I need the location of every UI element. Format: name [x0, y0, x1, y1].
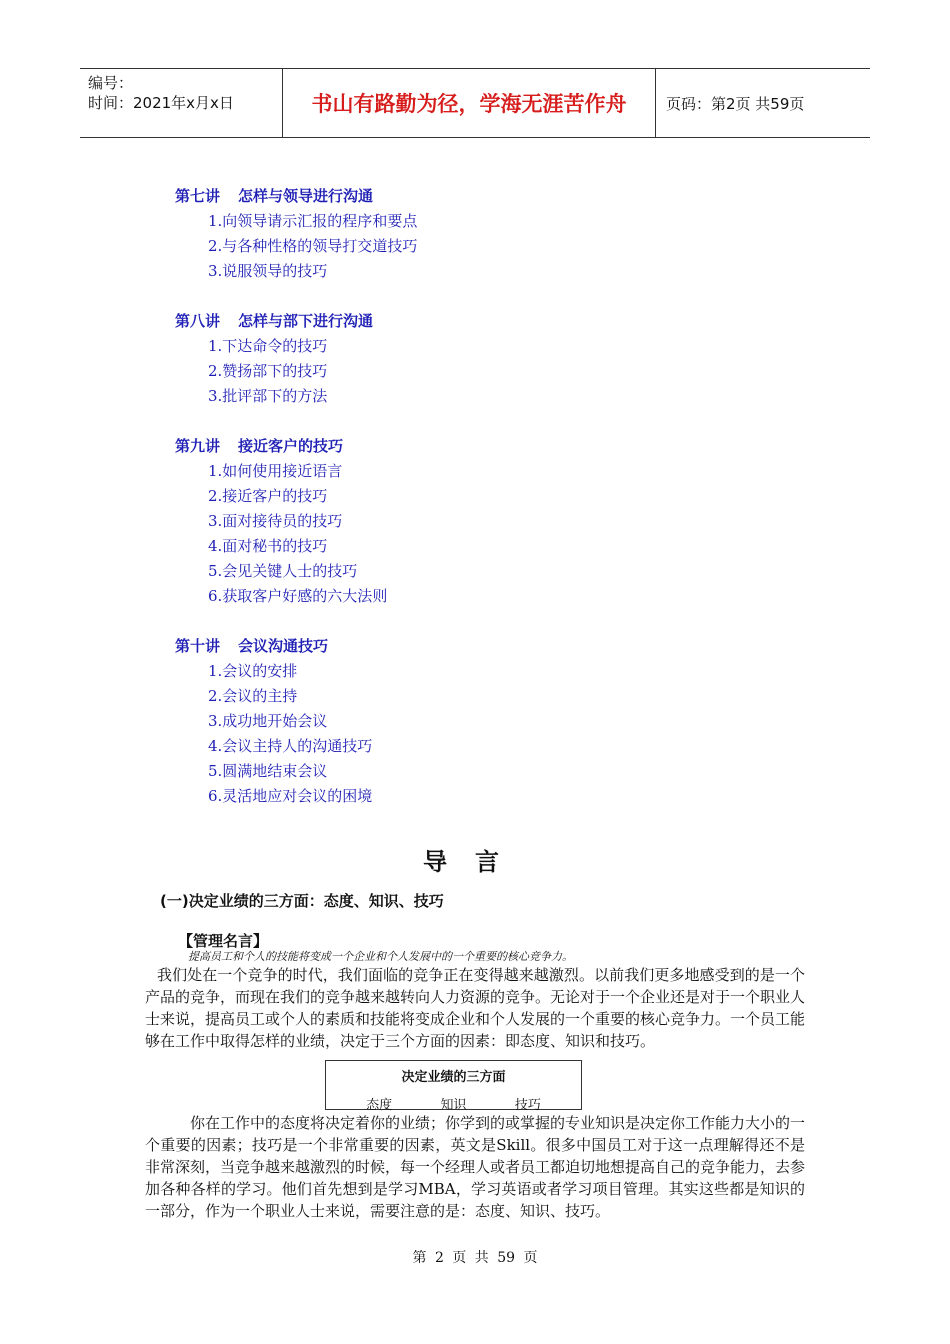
body-paragraph: 你在工作中的态度将决定着你的业绩；你学到的或掌握的专业知识是决定你工作能力大小的一个重要的因素；技巧是一个非常重要的因素，英文是Skill。很多中国员工对于这一点理解得还不是非常深刻，当竞争越来越激烈的时候，每一个经理人或者员工都迫切地想提高自己的竞争能力，去参加各种各样的学习。他们首先想到是学习MBA，学习英语或者学习项目管理。其实这些都是知识的一部分，作为一个职业人士来说，需要注意的是：态度、知识、技巧。: [145, 1114, 806, 1220]
lecture-number: 第八讲: [175, 312, 221, 330]
quote-label: 【管理名言】: [178, 932, 269, 950]
lecture-item: 2.会议的主持: [208, 687, 298, 705]
lecture-number: 第七讲: [175, 187, 221, 205]
lecture-title: [175, 634, 775, 659]
lecture-title: [175, 184, 775, 209]
lecture-name: 怎样与部下进行沟通: [238, 312, 374, 330]
intro-title: 导言: [423, 848, 527, 876]
lecture-item: 1.会议的安排: [208, 662, 298, 680]
lecture-10: [175, 634, 775, 809]
lecture-number: 第九讲: [175, 437, 221, 455]
table-of-contents: [175, 184, 775, 834]
lecture-name: 怎样与领导进行沟通: [238, 187, 374, 205]
header-motto: 书山有路勤为径，学海无涯苦作舟: [282, 69, 656, 137]
section-title: (一)决定业绩的三方面：态度、知识、技巧: [160, 892, 444, 910]
lecture-item: 5.圆满地结束会议: [208, 762, 328, 780]
lecture-item: 3.批评部下的方法: [208, 387, 328, 405]
header-page-info: 页码：第2页 共59页: [666, 94, 805, 113]
lecture-item: 4.会议主持人的沟通技巧: [208, 737, 373, 755]
lecture-7: [175, 184, 775, 284]
performance-factors-box: [325, 1060, 582, 1113]
header-meta: [80, 69, 282, 137]
quote-text: 提高员工和个人的技能将变成一个企业和个人发展中的一个重要的核心竞争力。: [188, 950, 573, 963]
lecture-item: 3.说服领导的技巧: [208, 262, 328, 280]
lecture-item: 2.接近客户的技巧: [208, 487, 328, 505]
box-title: 决定业绩的三方面: [401, 1070, 506, 1085]
lecture-9: [175, 434, 775, 609]
lecture-item: 1.向领导请示汇报的程序和要点: [208, 212, 418, 230]
lecture-item: 1.下达命令的技巧: [208, 337, 328, 355]
lecture-name: 会议沟通技巧: [238, 637, 329, 655]
lecture-title: [175, 434, 775, 459]
body-paragraph: 我们处在一个竞争的时代，我们面临的竞争正在变得越来越激烈。以前我们更多地感受到的是一个产品的竞争，而现在我们的竞争越来越转向人力资源的竞争。无论对于一个企业还是对于一个职业人士来说，提高员工或个人的素质和技能将变成企业和个人发展的一个重要的核心竞争力。一个员工能够在工作中取得怎样的业绩，决定于三个方面的因素：即态度、知识和技巧。: [145, 966, 806, 1050]
lecture-8: [175, 309, 775, 409]
lecture-title: [175, 309, 775, 334]
lecture-item: 3.成功地开始会议: [208, 712, 328, 730]
lecture-item: 2.与各种性格的领导打交道技巧: [208, 237, 418, 255]
lecture-item: 6.获取客户好感的六大法则: [208, 587, 388, 605]
lecture-item: 6.灵活地应对会议的困境: [208, 787, 373, 805]
lecture-item: 1.如何使用接近语言: [208, 462, 343, 480]
lecture-number: 第十讲: [175, 637, 221, 655]
box-item: 态度: [366, 1098, 393, 1113]
date-label: 时间：2021年x月x日: [88, 94, 234, 112]
box-item: 技巧: [514, 1098, 541, 1113]
lecture-item: 5.会见关键人士的技巧: [208, 562, 358, 580]
lecture-item: 3.面对接待员的技巧: [208, 512, 343, 530]
page-footer: 第 2 页 共 59 页: [412, 1250, 538, 1266]
lecture-name: 接近客户的技巧: [238, 437, 344, 455]
page-header: [80, 68, 870, 138]
number-label: 编号：: [88, 74, 134, 92]
lecture-item: 4.面对秘书的技巧: [208, 537, 328, 555]
lecture-item: 2.赞扬部下的技巧: [208, 362, 328, 380]
box-item: 知识: [440, 1098, 467, 1113]
box-items: [326, 1094, 581, 1113]
